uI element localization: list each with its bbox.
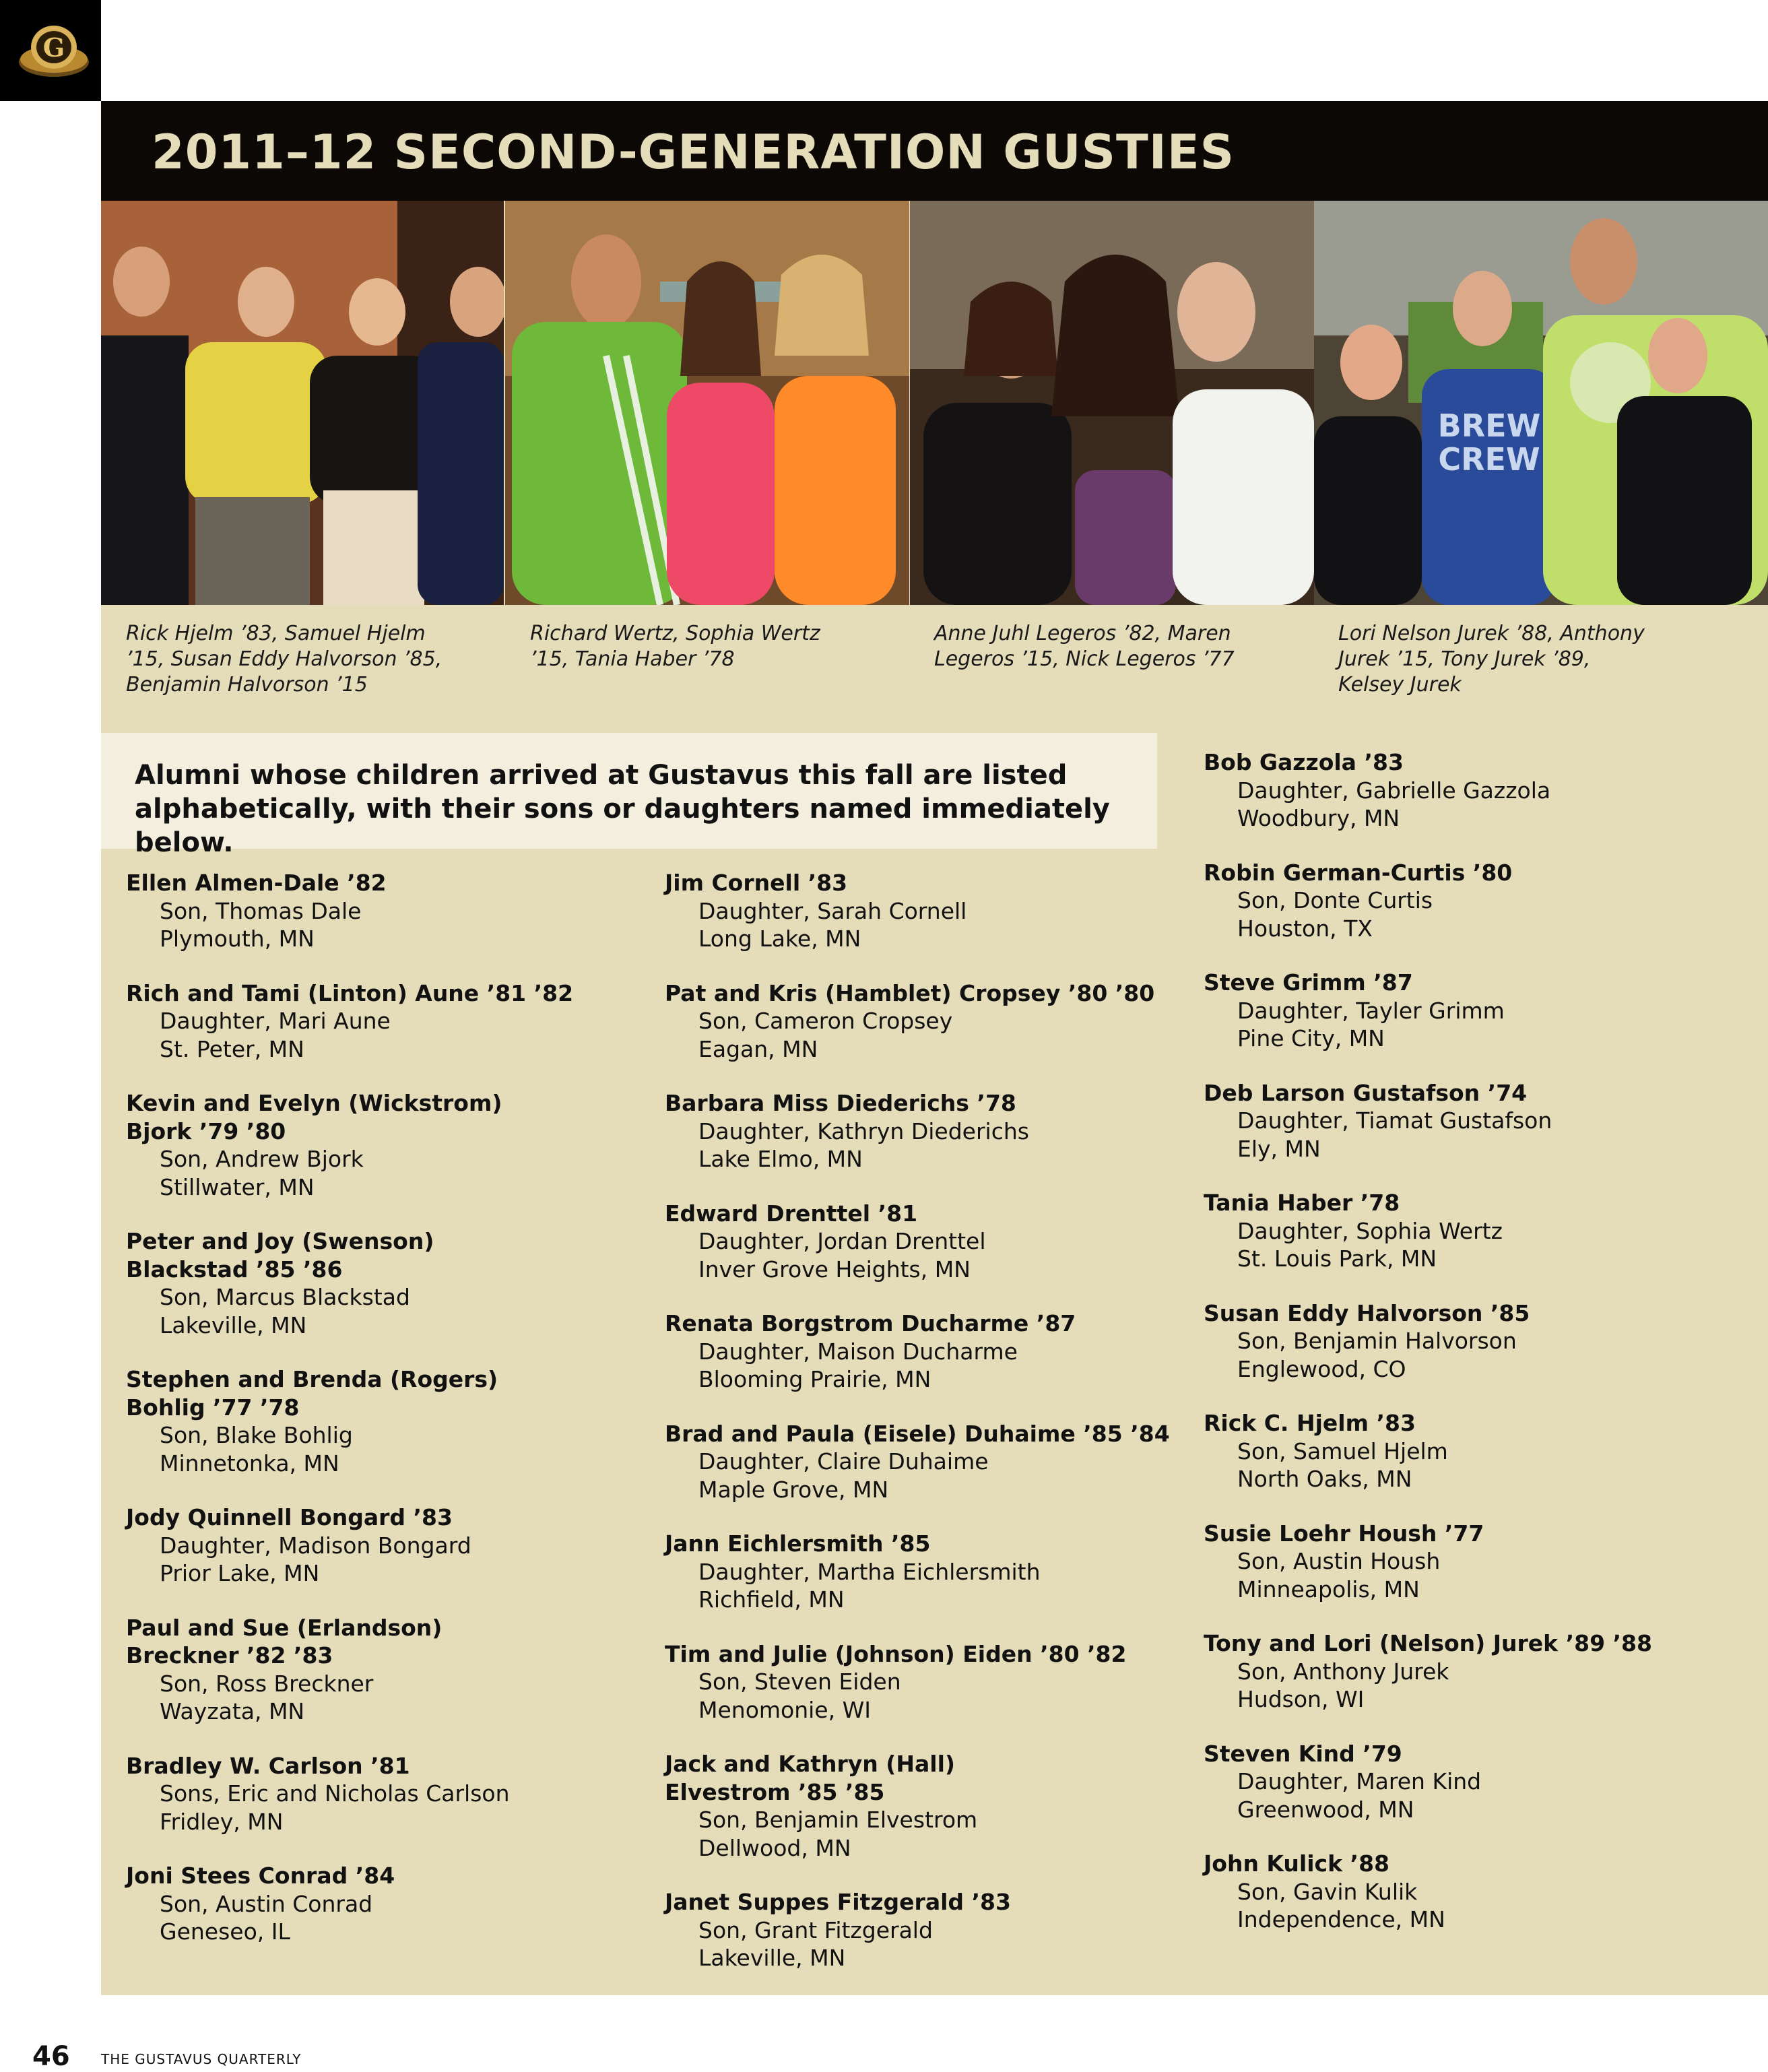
hometown: Lakeville, MN: [160, 1312, 307, 1338]
child-name: Daughter, Maren Kind: [1237, 1768, 1482, 1794]
page-number: 46: [32, 2041, 70, 2072]
hometown: Hudson, WI: [1237, 1686, 1365, 1712]
alumni-entry: [1204, 1740, 1736, 1824]
hometown: Englewood, CO: [1237, 1355, 1406, 1382]
child-name: Son, Cameron Cropsey: [698, 1008, 953, 1034]
hometown: Minneapolis, MN: [1237, 1576, 1420, 1602]
photo-caption-1: Rick Hjelm ’83, Samuel Hjelm ’15, Susan Eddy Halvorson ’85, Benjamin Halvorson ’15: [126, 622, 443, 697]
child-name: Daughter, Maison Ducharme: [698, 1338, 1018, 1365]
hometown: Prior Lake, MN: [160, 1560, 320, 1586]
hometown: Ely, MN: [1237, 1135, 1321, 1162]
alumni-column-2: [665, 869, 1197, 1999]
alumni-entry: [1204, 859, 1736, 943]
alumni-entry: [1204, 969, 1736, 1053]
intro-box: [101, 733, 1157, 858]
alumni-entry: [1204, 1850, 1736, 1934]
child-name: Daughter, Jordan Drenttel: [698, 1228, 986, 1254]
alumni-entry: [1204, 1629, 1736, 1714]
alumni-name: Tania Haber ’78: [1204, 1190, 1400, 1216]
hometown: Geneseo, IL: [160, 1918, 290, 1945]
child-name: Son, Gavin Kulik: [1237, 1878, 1418, 1905]
hometown: Greenwood, MN: [1237, 1796, 1414, 1823]
child-name: Daughter, Tayler Grimm: [1237, 997, 1505, 1024]
publication-name: THE GUSTAVUS QUARTERLY: [101, 2051, 302, 2067]
alumni-entry: [1204, 1189, 1736, 1273]
alumni-name: Rick C. Hjelm ’83: [1204, 1410, 1416, 1436]
photo-jurek: [1314, 201, 1768, 605]
hometown: Plymouth, MN: [160, 926, 315, 952]
photo-caption-4: Lori Nelson Jurek ’88, Anthony Jurek ’15, Tony Jurek ’89, Kelsey Jurek: [1338, 622, 1645, 697]
hometown: St. Peter, MN: [160, 1035, 304, 1062]
alumni-name: Janet Suppes Fitzgerald ’83: [665, 1889, 1011, 1915]
alumni-name: Susie Loehr Housh ’77: [1204, 1520, 1484, 1547]
alumni-name: Jann Eichlersmith ’85: [665, 1530, 931, 1557]
alumni-name: Steven Kind ’79: [1204, 1740, 1402, 1767]
hometown: Menomonie, WI: [698, 1696, 871, 1723]
child-name: Daughter, Madison Bongard: [160, 1532, 471, 1559]
child-name: Son, Donte Curtis: [1237, 887, 1433, 913]
child-name: Sons, Eric and Nicholas Carlson: [160, 1780, 510, 1807]
alumni-entry: [665, 1640, 1197, 1724]
intro-text: Alumni whose children arrived at Gustavus this fall are listed alphabetically, with their sons or daughters named immediately below.: [135, 760, 1110, 858]
alumni-name: Jim Cornell ’83: [665, 870, 848, 896]
child-name: Son, Benjamin Elvestrom: [698, 1807, 978, 1833]
hometown: Fridley, MN: [160, 1808, 284, 1835]
child-name: Daughter, Martha Eichlersmith: [698, 1558, 1041, 1585]
hometown: Lake Elmo, MN: [698, 1146, 863, 1172]
child-name: Son, Marcus Blackstad: [160, 1284, 410, 1310]
alumni-entry: [126, 1089, 638, 1201]
hometown: St. Louis Park, MN: [1237, 1245, 1437, 1272]
alumni-name: Stephen and Brenda (Rogers) Bohlig ’77 ’78: [126, 1366, 498, 1421]
photo-strip: [101, 201, 1768, 605]
hometown: Inver Grove Heights, MN: [698, 1256, 971, 1283]
alumni-entry: [126, 1227, 638, 1339]
alumni-entry: [126, 1365, 638, 1477]
alumni-name: Deb Larson Gustafson ’74: [1204, 1079, 1528, 1106]
hometown: Stillwater, MN: [160, 1173, 315, 1200]
hometown: Pine City, MN: [1237, 1025, 1385, 1051]
svg-text:G: G: [42, 32, 65, 63]
alumni-entry: [665, 1420, 1197, 1504]
photo-hjelm-halvorson: [101, 201, 504, 605]
hometown: Richfield, MN: [698, 1586, 845, 1613]
alumni-entry: [126, 1614, 638, 1726]
alumni-entry: [126, 1752, 638, 1836]
alumni-name: Steve Grimm ’87: [1204, 969, 1413, 996]
alumni-entry: [126, 1862, 638, 1946]
alumni-name: Jody Quinnell Bongard ’83: [126, 1504, 453, 1530]
alumni-name: Bradley W. Carlson ’81: [126, 1752, 410, 1779]
child-name: Son, Austin Conrad: [160, 1890, 373, 1917]
alumni-column-3: [1204, 748, 1736, 1960]
hometown: Lakeville, MN: [698, 1945, 846, 1971]
hometown: Blooming Prairie, MN: [698, 1366, 931, 1392]
hometown: Minnetonka, MN: [160, 1450, 339, 1477]
alumni-name: Brad and Paula (Eisele) Duhaime ’85 ’84: [665, 1420, 1170, 1447]
alumni-name: Susan Eddy Halvorson ’85: [1204, 1299, 1530, 1326]
alumni-entry: [665, 1530, 1197, 1614]
alumni-name: Joni Stees Conrad ’84: [126, 1863, 395, 1889]
child-name: Son, Benjamin Halvorson: [1237, 1328, 1517, 1354]
photo-wertz-haber: [505, 201, 909, 605]
alumni-entry: [665, 1750, 1197, 1862]
child-name: Daughter, Tiamat Gustafson: [1237, 1107, 1552, 1134]
title-bar: [101, 101, 1768, 201]
alumni-entry: [1204, 1299, 1736, 1384]
alumni-name: Renata Borgstrom Ducharme ’87: [665, 1310, 1076, 1336]
alumni-name: Peter and Joy (Swenson) Blackstad ’85 ’86: [126, 1228, 434, 1283]
photo-caption-2: Richard Wertz, Sophia Wertz ’15, Tania Haber ’78: [530, 622, 820, 671]
alumni-name: Bob Gazzola ’83: [1204, 749, 1404, 775]
alumni-name: John Kulick ’88: [1204, 1850, 1389, 1877]
alumni-entry: [1204, 748, 1736, 833]
child-name: Son, Steven Eiden: [698, 1669, 901, 1695]
child-name: Son, Blake Bohlig: [160, 1422, 353, 1448]
svg-text:CREW: CREW: [1438, 441, 1540, 478]
alumni-name: Rich and Tami (Linton) Aune ’81 ’82: [126, 979, 574, 1006]
alumni-entry: [1204, 1409, 1736, 1493]
page-title: 2011–12 SECOND-GENERATION GUSTIES: [152, 125, 1235, 180]
gustavus-ring-logo: [0, 0, 101, 101]
class-ring-icon: [13, 20, 94, 85]
hometown: Independence, MN: [1237, 1906, 1445, 1933]
alumni-column-1: [126, 869, 638, 1972]
alumni-entry: [665, 869, 1197, 953]
child-name: Son, Thomas Dale: [160, 897, 362, 924]
hometown: Maple Grove, MN: [698, 1476, 889, 1503]
hometown: Houston, TX: [1237, 915, 1373, 942]
child-name: Daughter, Claire Duhaime: [698, 1448, 989, 1475]
alumni-name: Edward Drenttel ’81: [665, 1200, 918, 1227]
child-name: Daughter, Sophia Wertz: [1237, 1217, 1503, 1244]
alumni-entry: [126, 1503, 638, 1588]
child-name: Son, Anthony Jurek: [1237, 1658, 1449, 1685]
alumni-entry: [665, 1309, 1197, 1394]
alumni-name: Pat and Kris (Hamblet) Cropsey ’80 ’80: [665, 979, 1155, 1006]
child-name: Son, Grant Fitzgerald: [698, 1916, 933, 1943]
hometown: Long Lake, MN: [698, 926, 861, 952]
hometown: North Oaks, MN: [1237, 1466, 1412, 1492]
alumni-name: Ellen Almen-Dale ’82: [126, 870, 387, 896]
alumni-entry: [1204, 1520, 1736, 1604]
child-name: Son, Austin Housh: [1237, 1548, 1441, 1574]
alumni-entry: [665, 1200, 1197, 1284]
alumni-entry: [665, 1888, 1197, 1972]
alumni-name: Jack and Kathryn (Hall) Elvestrom ’85 ’85: [665, 1751, 955, 1805]
alumni-entry: [126, 979, 638, 1064]
hometown: Dellwood, MN: [698, 1834, 851, 1861]
child-name: Son, Ross Breckner: [160, 1670, 374, 1697]
child-name: Son, Andrew Bjork: [160, 1146, 364, 1172]
child-name: Daughter, Mari Aune: [160, 1008, 391, 1034]
child-name: Daughter, Kathryn Diederichs: [698, 1118, 1029, 1144]
hometown: Woodbury, MN: [1237, 805, 1400, 831]
photo-legeros: [910, 201, 1314, 605]
alumni-name: Tim and Julie (Johnson) Eiden ’80 ’82: [665, 1640, 1127, 1667]
alumni-name: Kevin and Evelyn (Wickstrom) Bjork ’79 ’80: [126, 1090, 502, 1144]
child-name: Daughter, Sarah Cornell: [698, 897, 967, 924]
alumni-entry: [126, 869, 638, 953]
photo-caption-3: Anne Juhl Legeros ’82, Maren Legeros ’15, Nick Legeros ’77: [934, 622, 1235, 671]
alumni-entry: [665, 1089, 1197, 1173]
alumni-name: Paul and Sue (Erlandson) Breckner ’82 ’83: [126, 1614, 443, 1669]
alumni-name: Tony and Lori (Nelson) Jurek ’89 ’88: [1204, 1630, 1652, 1656]
child-name: Daughter, Gabrielle Gazzola: [1237, 777, 1551, 804]
hometown: Eagan, MN: [698, 1035, 818, 1062]
hometown: Wayzata, MN: [160, 1698, 305, 1724]
svg-text:BREW: BREW: [1437, 408, 1541, 444]
child-name: Son, Samuel Hjelm: [1237, 1437, 1448, 1464]
alumni-entry: [665, 979, 1197, 1064]
alumni-entry: [1204, 1079, 1736, 1163]
alumni-name: Robin German-Curtis ’80: [1204, 859, 1513, 886]
alumni-name: Barbara Miss Diederichs ’78: [665, 1090, 1016, 1116]
